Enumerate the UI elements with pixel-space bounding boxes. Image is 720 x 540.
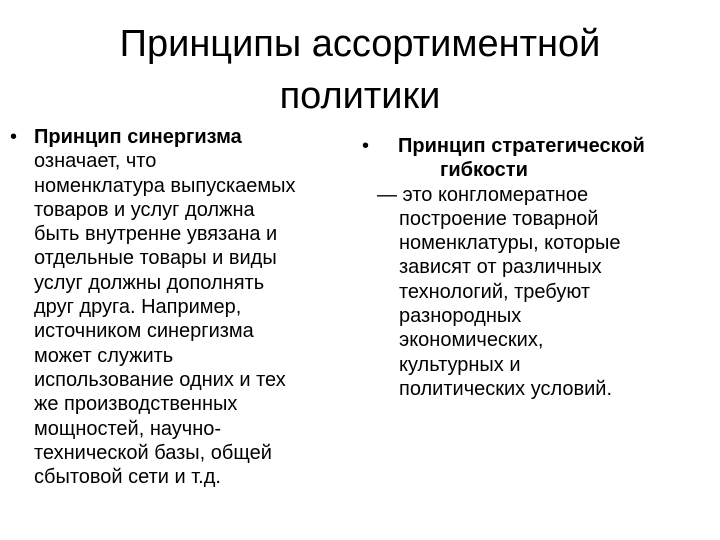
title-line-2: политики	[279, 75, 441, 117]
synergy-principle-block	[10, 125, 360, 489]
text-line: построение товарной	[399, 207, 599, 230]
text-line: товаров и услуг должна	[34, 198, 255, 221]
text-line: использование одних и тех	[34, 368, 286, 391]
flexibility-heading	[398, 134, 645, 183]
text-line: источником синергизма	[34, 320, 254, 343]
synergy-text	[34, 125, 296, 489]
text-line: может служить	[34, 344, 174, 367]
slide-title	[40, 18, 680, 122]
synergy-bullet-item	[10, 125, 360, 489]
flexibility-text	[377, 183, 712, 402]
text-line: же производственных	[34, 393, 238, 416]
text-line: политических условий.	[399, 377, 613, 400]
flexibility-bullet-item	[362, 134, 712, 183]
text-line: быть внутренне увязана и	[34, 223, 278, 246]
bullet-icon: •	[362, 135, 370, 157]
flexibility-principle-block	[362, 134, 712, 401]
flexibility-heading-line-2: гибкости	[440, 159, 528, 182]
text-line: экономических,	[399, 329, 544, 352]
text-line: технологий, требуют	[399, 280, 591, 303]
text-line: услуг должны дополнять	[34, 271, 265, 294]
text-line: мощностей, научно-	[34, 417, 222, 440]
title-line-1: Принципы ассортиментной	[119, 23, 601, 65]
text-line: — это конгломератное	[377, 183, 589, 206]
text-line: разнородных	[399, 305, 522, 328]
text-line: номенклатура выпускаемых	[34, 174, 296, 197]
text-line: сбытовой сети и т.д.	[34, 466, 221, 489]
text-line: означает, что	[34, 150, 157, 173]
text-line: друг друга. Например,	[34, 296, 242, 319]
text-line: культурных и	[399, 353, 521, 376]
text-line: зависят от различных	[399, 256, 602, 279]
synergy-heading: Принцип синергизма	[34, 126, 242, 148]
text-line: технической базы, общей	[34, 441, 272, 464]
text-line: номенклатуры, которые	[399, 232, 621, 255]
text-line: отдельные товары и виды	[34, 247, 277, 270]
flexibility-heading-line-1: Принцип стратегической	[398, 135, 645, 157]
bullet-icon: •	[10, 126, 18, 148]
